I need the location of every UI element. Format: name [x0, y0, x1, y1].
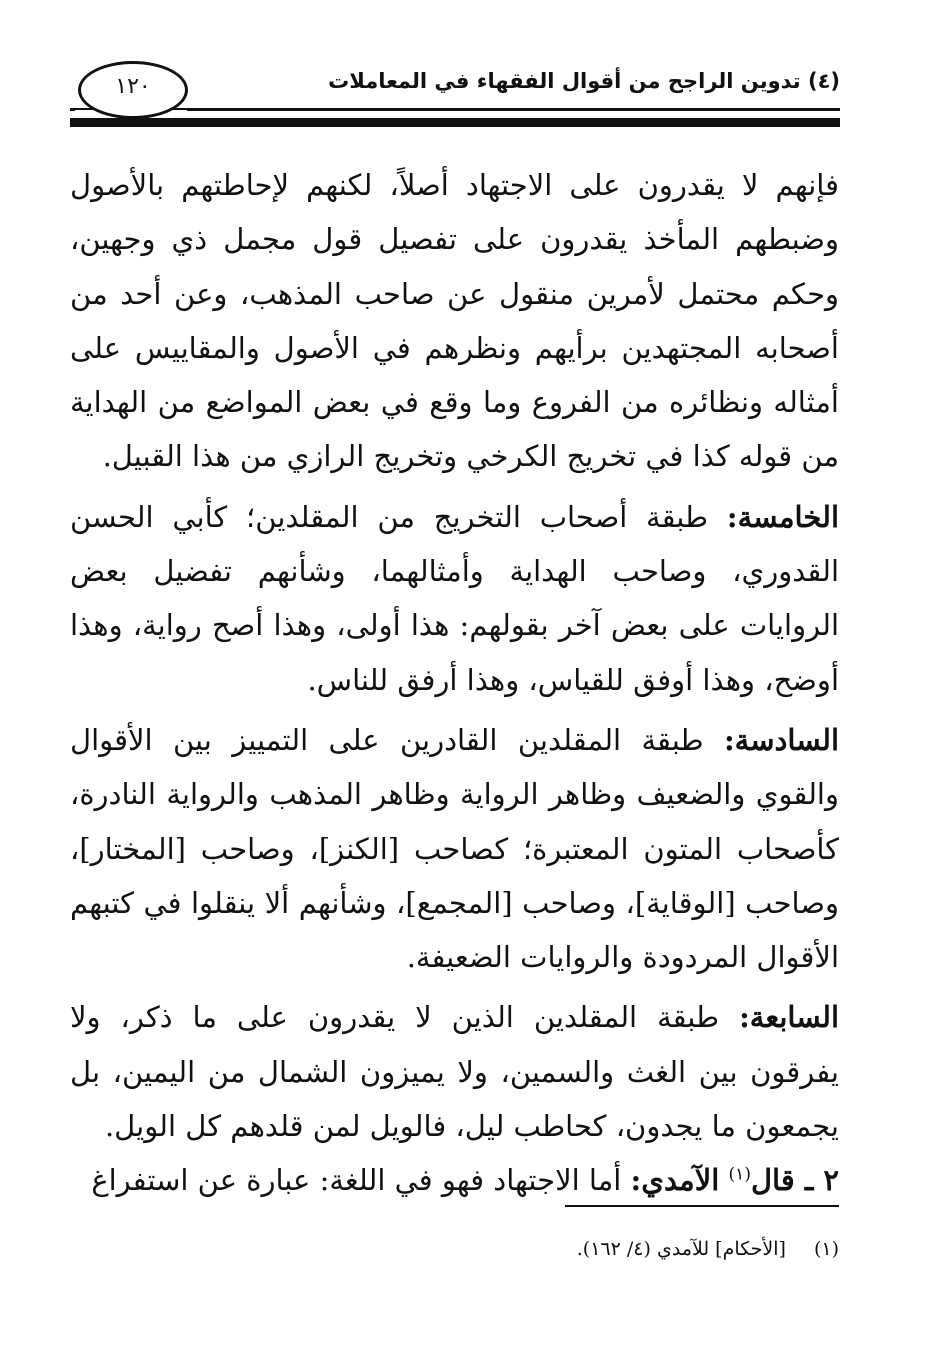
paragraph-lead: السابعة:: [739, 1000, 840, 1035]
paragraph-text: طبقة المقلدين الذين لا يقدرون على ما ذكر، ولا يفرقون بين الغث والسمين، ولا يميزون الشمال من اليمين، بل يجمعون ما يجدون، كحاطب ليل، فالويل لمن قلدهم كل الويل.: [70, 1000, 839, 1144]
main-text: [70, 158, 839, 1208]
paragraph: [70, 1153, 839, 1207]
paragraph: [70, 490, 839, 707]
footnote-marker: (١): [813, 1238, 839, 1260]
page-number-oval: [78, 61, 188, 119]
item-lead: ٢ ـ قال: [750, 1163, 839, 1198]
paragraph-lead: الخامسة:: [726, 499, 839, 534]
page-number: ١٢٠: [115, 74, 151, 99]
paragraph-text: طبقة المقلدين القادرين على التمييز بين الأقوال والقوي والضعيف وظاهر الرواية وظاهر المذهب والرواية النادرة، كأصحاب المتون المعتبرة؛ كصاحب [الكنز]، وصاحب [المختار]، وصاحب [الوقاية]، وصاحب [المجمع]، وشأنهم ألا ينقلوا في كتبهم الأقوال المردودة والروايات الضعيفة.: [70, 722, 839, 975]
running-title: (٤) تدوين الراجح من أقوال الفقهاء في المعاملات: [328, 69, 840, 93]
paragraph-text: فإنهم لا يقدرون على الاجتهاد أصلاً، لكنهم لإحاطتهم بالأصول وضبطهم المأخذ يقدرون على تفصيل قول مجمل ذي وجهين، وحكم محتمل لأمرين منقول عن صاحب المذهب، وعن أحد من أصحابه المجتهدين برأيهم ونظرهم في الأصول والمقاييس على أمثاله ونظائره من الفروع وما وقع في بعض المواضع من الهداية من قوله كذا في تخريج الكرخي وتخريج الرازي من هذا القبيل.: [70, 168, 839, 474]
footnote-separator: [565, 1205, 839, 1207]
paragraph: [70, 158, 839, 484]
paragraph-text: طبقة أصحاب التخريج من المقلدين؛ كأبي الحسن القدوري، وصاحب الهداية وأمثالهما، وشأنهم تفضيل بعض الروايات على بعض آخر بقولهم: هذا أولى، وهذا أصح رواية، وهذا أوضح، وهذا أوفق للقياس، وهذا أرفق للناس.: [70, 499, 839, 697]
header-rule-thick: [70, 118, 840, 127]
footnote-text: [الأحكام] للآمدي (٤/ ١٦٢).: [576, 1238, 786, 1260]
footnote-reference[interactable]: (١): [728, 1164, 751, 1185]
page-header: [70, 55, 840, 135]
paragraph: [70, 990, 839, 1153]
paragraph-lead: السادسة:: [723, 722, 840, 757]
footnote: [577, 1238, 839, 1260]
paragraph: [70, 713, 839, 984]
cited-author: الآمدي:: [630, 1163, 720, 1198]
paragraph-text: أما الاجتهاد فهو في اللغة: عبارة عن استفراغ: [91, 1163, 622, 1198]
